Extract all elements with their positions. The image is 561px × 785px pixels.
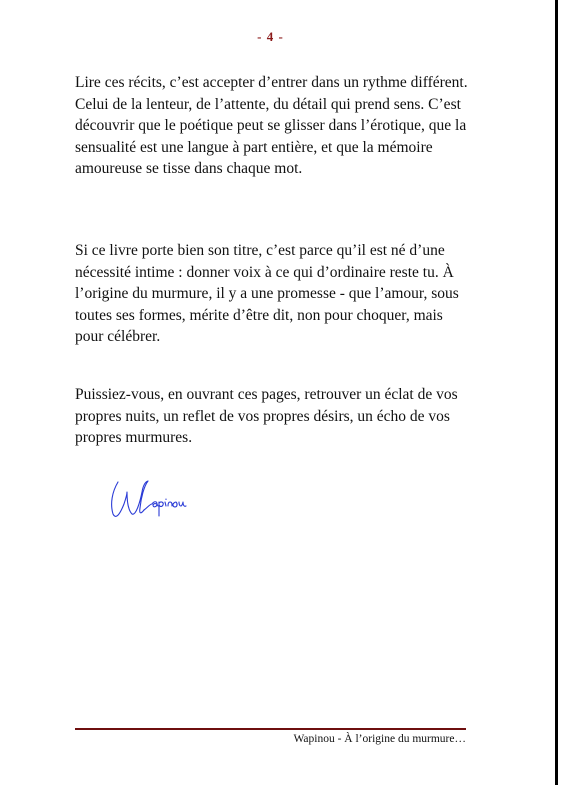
paragraph-3: Puissiez-vous, en ouvrant ces pages, retrouver un éclat de vos propres nuits, un reflet de vos propres désirs, un écho de vos propres murmures. bbox=[75, 386, 458, 446]
paragraph-1: Lire ces récits, c’est accepter d’entrer dans un rythme différent. Celui de la lenteur, de l’attente, du détail qui prend sens. C’est découvrir que le poétique peut se glisser dans l’érotique, que la sensualité est une langue à part entière, et que la mémoire amoureuse se tisse dans chaque mot. bbox=[75, 74, 468, 177]
page-edge bbox=[555, 0, 558, 785]
running-footer: Wapinou - À l’origine du murmure… bbox=[293, 733, 466, 745]
page-number: - 4 - bbox=[257, 29, 284, 44]
handwritten-signature bbox=[108, 474, 228, 524]
footer-rule bbox=[75, 728, 466, 730]
paragraph-2: Si ce livre porte bien son titre, c’est parce qu’il est né d’une nécessité intime : donner voix à ce qui d’ordinaire reste tu. À l’origine du murmure, il y a une promesse - que l’amour, sous toutes ses formes, mérite d’être dit, non pour choquer, mais pour célébrer. bbox=[75, 242, 459, 345]
